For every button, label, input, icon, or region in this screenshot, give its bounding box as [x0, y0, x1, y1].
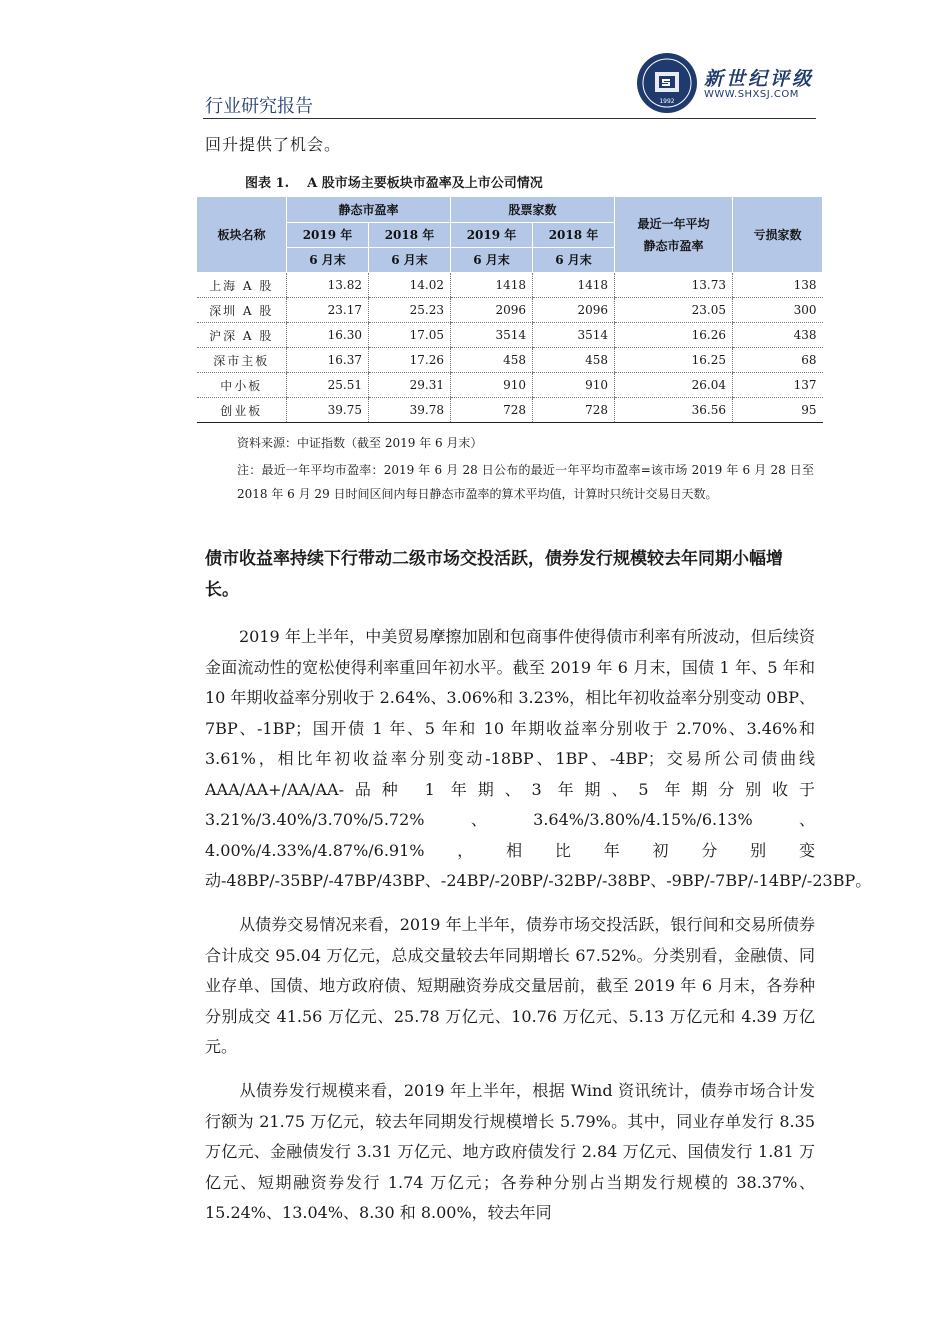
- col-static-pe: 静态市盈率: [287, 197, 451, 223]
- table-note: 注：最近一年平均市盈率：2019 年 6 月 28 日公布的最近一年平均市盈率=该市场 2019 年 6 月 28 日至 2018 年 6 月 29 日时间区间内每日静态市盈率的算术平均值，计算时只统计交易日天数。: [237, 463, 814, 501]
- table-row: [197, 398, 823, 423]
- cell-avg-pe: 26.04: [615, 373, 733, 398]
- cell-pe-2019: 16.30: [287, 323, 369, 348]
- body-paragraph: [205, 1076, 815, 1229]
- cell-board: 深圳 A 股: [197, 298, 287, 323]
- cell-avg-pe: 16.25: [615, 348, 733, 373]
- cell-n-2019: 458: [451, 348, 533, 373]
- cell-loss: 438: [733, 323, 823, 348]
- cell-board: 创业板: [197, 398, 287, 423]
- col-avg-pe-line2: 静态市盈率: [643, 238, 704, 253]
- cell-avg-pe: 13.73: [615, 273, 733, 298]
- cell-n-2019: 910: [451, 373, 533, 398]
- cell-loss: 137: [733, 373, 823, 398]
- paragraph-text: 从债券发行规模来看，2019 年上半年，根据 Wind 资讯统计，债券市场合计发行额为 21.75 万亿元，较去年同期发行规模增长 5.79%。其中，同业存单发行 8.35 万亿元、金融债发行 3.31 万亿元、地方政府债发行 2.84 万亿元、国债发行 1.81 万亿元、短期融资券发行 1.74 万亿元；各券种分别占当期发行规模的 38.37%、15.24%、13.04%、8.30 和 8.00%，较去年同: [205, 1081, 815, 1222]
- paragraph-text: 2019 年上半年，中美贸易摩擦加剧和包商事件使得债市利率有所波动，但后续资金面流动性的宽松使得利率重回年初水平。截至 2019 年 6 月末，国债 1 年、5 年和 10 年期收益率分别收于 2.64%、3.06%和 3.23%，相比年初收益率分别变动 0BP、7BP、-1BP；国开债 1 年、5 年和 10 年期收益率分别收于 2.70%、3.46%和 3.61%，相比年初收益率分别变动-18BP、1BP、-4BP；交易所公司债曲线 AAA/AA+/AA/AA-品种 1 年期、3 年期、5 年期分别收于 3.21%/3.40%/3.70%/5.72%、3.64%/3.80%/4.15%/6.13%、4.00%/4.33%/4.87%/6.91%，相比年初分别变动-48BP/-35BP/-47BP/43BP、-24BP/-20BP/-32BP/-38BP、-9BP/-7BP/-14BP/-23BP。: [205, 627, 872, 890]
- cell-n-2018: 910: [533, 373, 615, 398]
- cell-pe-2019: 16.37: [287, 348, 369, 373]
- col-share-count: 股票家数: [451, 197, 615, 223]
- cell-n-2019: 728: [451, 398, 533, 423]
- table-row: [197, 273, 823, 298]
- col-board: 板块名称: [197, 197, 287, 273]
- cell-n-2019: 1418: [451, 273, 533, 298]
- col-n-2019-line2: 6 月末: [451, 248, 533, 273]
- cell-pe-2018: 17.05: [369, 323, 451, 348]
- col-pe-2019-line1: 2019 年: [287, 223, 369, 248]
- table-source: 资料来源：中证指数（截至 2019 年 6 月末）: [237, 436, 483, 450]
- brand-url[interactable]: WWW.SHXSJ.COM: [704, 89, 799, 100]
- cell-pe-2019: 23.17: [287, 298, 369, 323]
- pe-ratio-table: [196, 196, 823, 423]
- body-paragraph: [205, 910, 815, 1063]
- col-avg-pe-line1: 最近一年平均: [637, 216, 710, 231]
- cell-n-2018: 3514: [533, 323, 615, 348]
- cell-avg-pe: 36.56: [615, 398, 733, 423]
- cell-loss: 95: [733, 398, 823, 423]
- report-category-title: 行业研究报告: [205, 96, 313, 117]
- cell-n-2018: 458: [533, 348, 615, 373]
- table-row: [197, 298, 823, 323]
- cell-avg-pe: 16.26: [615, 323, 733, 348]
- table-caption-label: 图表 1.: [245, 176, 290, 191]
- cell-loss: 138: [733, 273, 823, 298]
- cell-pe-2018: 39.78: [369, 398, 451, 423]
- header-divider: [203, 118, 816, 119]
- table-row: [197, 323, 823, 348]
- cell-avg-pe: 23.05: [615, 298, 733, 323]
- cell-board: 深市主板: [197, 348, 287, 373]
- cell-pe-2019: 39.75: [287, 398, 369, 423]
- col-n-2018-line1: 2018 年: [533, 223, 615, 248]
- cell-board: 沪深 A 股: [197, 323, 287, 348]
- col-loss: 亏损家数: [733, 197, 823, 273]
- col-avg-pe: [615, 197, 733, 273]
- cell-n-2019: 2096: [451, 298, 533, 323]
- company-logo-icon: [636, 52, 698, 114]
- table-row: [197, 373, 823, 398]
- paragraph-text: 从债券交易情况来看，2019 年上半年，债券市场交投活跃，银行间和交易所债券合计成交 95.04 万亿元，总成交量较去年同期增长 67.52%。分类别看，金融债、同业存单、国债、地方政府债、短期融资券成交量居前，截至 2019 年 6 月末，各券种分别成交 41.56 万亿元、25.78 万亿元、10.76 万亿元、5.13 万亿元和 4.39 万亿元。: [205, 915, 815, 1056]
- cell-loss: 68: [733, 348, 823, 373]
- section-heading: 债市收益率持续下行带动二级市场交投活跃，债券发行规模较去年同期小幅增长。: [205, 549, 783, 600]
- cell-pe-2019: 13.82: [287, 273, 369, 298]
- table-caption-title: A 股市场主要板块市盈率及上市公司情况: [307, 176, 543, 191]
- logo-year: 1992: [659, 98, 675, 105]
- body-paragraph: [205, 622, 872, 897]
- col-n-2019-line1: 2019 年: [451, 223, 533, 248]
- cell-pe-2018: 25.23: [369, 298, 451, 323]
- col-pe-2019-line2: 6 月末: [287, 248, 369, 273]
- table-caption: [245, 172, 561, 191]
- cell-pe-2018: 29.31: [369, 373, 451, 398]
- brand-name: 新世纪评级: [704, 68, 815, 90]
- cell-n-2018: 728: [533, 398, 615, 423]
- cell-pe-2019: 25.51: [287, 373, 369, 398]
- cell-n-2018: 1418: [533, 273, 615, 298]
- cell-loss: 300: [733, 298, 823, 323]
- col-pe-2018-line1: 2018 年: [369, 223, 451, 248]
- carry-over-text: 回升提供了机会。: [205, 135, 342, 154]
- cell-board: 上海 A 股: [197, 273, 287, 298]
- cell-pe-2018: 17.26: [369, 348, 451, 373]
- col-pe-2018-line2: 6 月末: [369, 248, 451, 273]
- col-n-2018-line2: 6 月末: [533, 248, 615, 273]
- cell-pe-2018: 14.02: [369, 273, 451, 298]
- cell-board: 中小板: [197, 373, 287, 398]
- cell-n-2019: 3514: [451, 323, 533, 348]
- table-row: [197, 348, 823, 373]
- cell-n-2018: 2096: [533, 298, 615, 323]
